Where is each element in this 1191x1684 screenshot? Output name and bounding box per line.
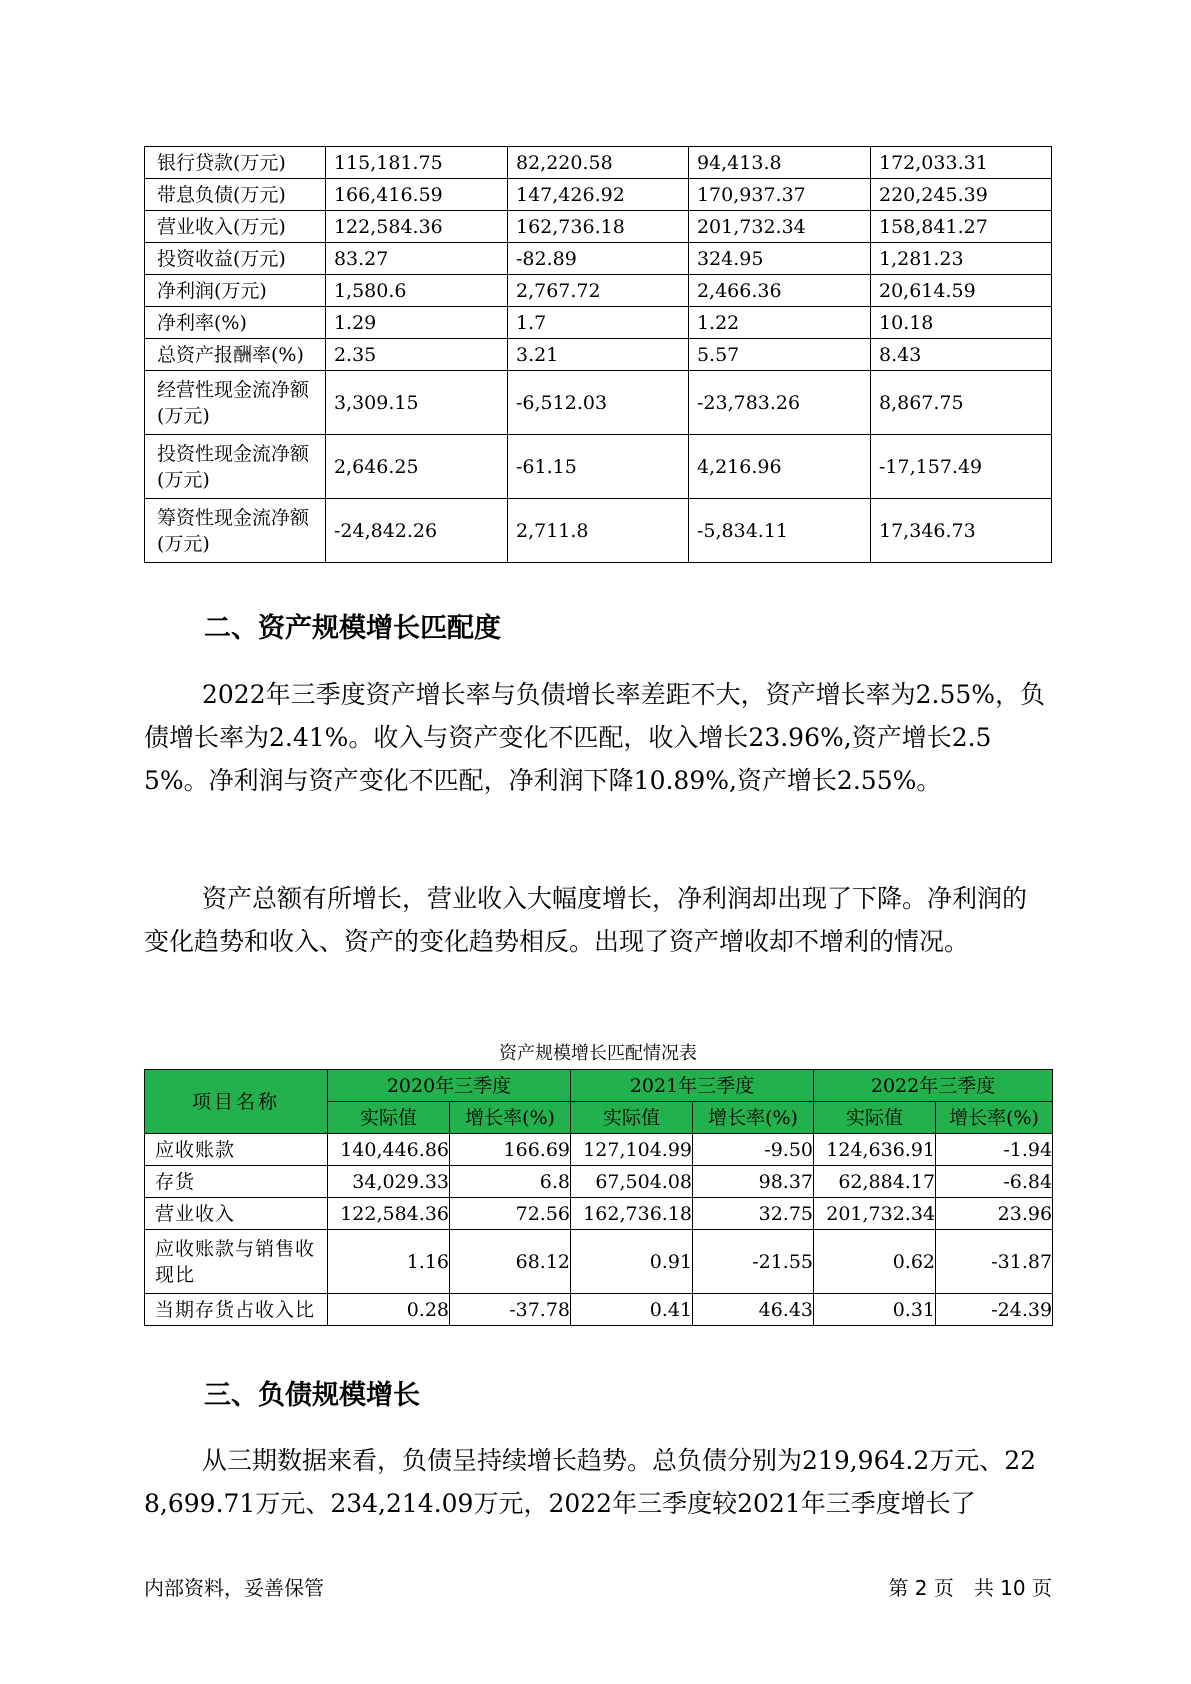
footer-confidential-note: 内部资料，妥善保管 — [144, 1576, 324, 1600]
table-cell: 17,346.73 — [871, 499, 1052, 563]
table-cell: -61.15 — [508, 435, 689, 499]
table-cell: 0.28 — [328, 1294, 450, 1326]
table-cell: 201,732.34 — [814, 1198, 936, 1230]
actual-value-header: 实际值 — [328, 1102, 450, 1134]
table-cell: 3,309.15 — [325, 371, 507, 435]
growth-rate-header: 增长率(%) — [936, 1102, 1053, 1134]
asset-growth-paragraph-1: 2022年三季度资产增长率与负债增长率差距不大，资产增长率为2.55%，负债增长率为2.41%。收入与资产变化不匹配，收入增长23.96%,资产增长2.55%。净利润与资产变化不匹配，净利润下降10.89%,资产增长2.55%。 — [144, 680, 1046, 795]
table-cell: 32.75 — [693, 1198, 814, 1230]
growth-rate-header: 增长率(%) — [450, 1102, 571, 1134]
table-row — [145, 1230, 1053, 1294]
table-cell: 2.35 — [325, 339, 507, 371]
table-cell: 10.18 — [871, 307, 1052, 339]
table-cell: 1.22 — [688, 307, 870, 339]
table-cell: 166.69 — [450, 1134, 571, 1166]
table-cell: -21.55 — [693, 1230, 814, 1294]
row-label: 当期存货占收入比 — [145, 1294, 328, 1326]
table-cell: 20,614.59 — [871, 275, 1052, 307]
table-cell: 172,033.31 — [871, 147, 1052, 179]
table-cell: 140,446.86 — [328, 1134, 450, 1166]
row-label: 筹资性现金流净额(万元) — [145, 499, 326, 563]
table-cell: 115,181.75 — [325, 147, 507, 179]
table-row — [145, 147, 1052, 179]
table-cell: 46.43 — [693, 1294, 814, 1326]
table-row — [145, 243, 1052, 275]
table-cell: 3.21 — [508, 339, 689, 371]
table-cell: 34,029.33 — [328, 1166, 450, 1198]
table-cell: 67,504.08 — [571, 1166, 693, 1198]
row-label: 净利率(%) — [145, 307, 326, 339]
section-heading-liability-growth: 三、负债规模增长 — [204, 1380, 420, 1411]
table-cell: 4,216.96 — [688, 435, 870, 499]
table-cell: 0.41 — [571, 1294, 693, 1326]
row-label: 营业收入(万元) — [145, 211, 326, 243]
table-cell: 23.96 — [936, 1198, 1053, 1230]
table-header-row — [145, 1070, 1053, 1102]
actual-value-header: 实际值 — [571, 1102, 693, 1134]
table-cell: 2,711.8 — [508, 499, 689, 563]
row-label: 投资收益(万元) — [145, 243, 326, 275]
table-cell: 122,584.36 — [325, 211, 507, 243]
row-label: 投资性现金流净额(万元) — [145, 435, 326, 499]
item-name-header: 项目名称 — [145, 1070, 328, 1134]
table-cell: 2,646.25 — [325, 435, 507, 499]
table-cell: 1.16 — [328, 1230, 450, 1294]
section-heading-asset-growth: 二、资产规模增长匹配度 — [204, 613, 501, 644]
table-cell: 166,416.59 — [325, 179, 507, 211]
table-cell: 162,736.18 — [571, 1198, 693, 1230]
table-cell: 127,104.99 — [571, 1134, 693, 1166]
table-row — [145, 499, 1052, 563]
table-row — [145, 179, 1052, 211]
table-cell: -23,783.26 — [688, 371, 870, 435]
period-header: 2020年三季度 — [328, 1070, 571, 1102]
table-row — [145, 1294, 1053, 1326]
table-cell: 0.62 — [814, 1230, 936, 1294]
table-cell: 122,584.36 — [328, 1198, 450, 1230]
table-row — [145, 435, 1052, 499]
row-label: 营业收入 — [145, 1198, 328, 1230]
row-label: 存货 — [145, 1166, 328, 1198]
table-cell: 124,636.91 — [814, 1134, 936, 1166]
table-cell: 220,245.39 — [871, 179, 1052, 211]
liability-growth-paragraph: 从三期数据来看，负债呈持续增长趋势。总负债分别为219,964.2万元、228,699.71万元、234,214.09万元，2022年三季度较2021年三季度增长了 — [144, 1446, 1037, 1518]
row-label: 净利润(万元) — [145, 275, 326, 307]
table-row — [145, 307, 1052, 339]
table-cell: -6.84 — [936, 1166, 1053, 1198]
table-cell: 2,767.72 — [508, 275, 689, 307]
table-cell: -82.89 — [508, 243, 689, 275]
financial-indicators-table — [144, 146, 1052, 563]
table-cell: 147,426.92 — [508, 179, 689, 211]
table-cell: 324.95 — [688, 243, 870, 275]
table-row — [145, 1166, 1053, 1198]
asset-growth-paragraph-2: 资产总额有所增长，营业收入大幅度增长，净利润却出现了下降。净利润的变化趋势和收入、资产的变化趋势相反。出现了资产增收却不增利的情况。 — [144, 884, 1028, 956]
table-cell: -24.39 — [936, 1294, 1053, 1326]
asset-growth-match-table — [144, 1069, 1053, 1326]
table-cell: 98.37 — [693, 1166, 814, 1198]
table-cell: 1.29 — [325, 307, 507, 339]
table-row — [145, 371, 1052, 435]
table-cell: -6,512.03 — [508, 371, 689, 435]
table-cell: 82,220.58 — [508, 147, 689, 179]
row-label: 银行贷款(万元) — [145, 147, 326, 179]
table-cell: 83.27 — [325, 243, 507, 275]
table-cell: 2,466.36 — [688, 275, 870, 307]
table-cell: 72.56 — [450, 1198, 571, 1230]
actual-value-header: 实际值 — [814, 1102, 936, 1134]
table-cell: -9.50 — [693, 1134, 814, 1166]
period-header: 2022年三季度 — [814, 1070, 1053, 1102]
table-cell: 0.31 — [814, 1294, 936, 1326]
period-header: 2021年三季度 — [571, 1070, 814, 1102]
table-cell: 68.12 — [450, 1230, 571, 1294]
footer-page-number: 第 2 页 共 10 页 — [888, 1576, 1052, 1600]
table-row — [145, 1134, 1053, 1166]
table-cell: -1.94 — [936, 1134, 1053, 1166]
table-cell: 8.43 — [871, 339, 1052, 371]
table-cell: 1,281.23 — [871, 243, 1052, 275]
row-label: 经营性现金流净额(万元) — [145, 371, 326, 435]
table-cell: 0.91 — [571, 1230, 693, 1294]
table-cell: -37.78 — [450, 1294, 571, 1326]
table-cell: -31.87 — [936, 1230, 1053, 1294]
table-cell: -17,157.49 — [871, 435, 1052, 499]
growth-rate-header: 增长率(%) — [693, 1102, 814, 1134]
row-label: 总资产报酬率(%) — [145, 339, 326, 371]
table-cell: 62,884.17 — [814, 1166, 936, 1198]
table-cell: 94,413.8 — [688, 147, 870, 179]
table-cell: -24,842.26 — [325, 499, 507, 563]
table-cell: 5.57 — [688, 339, 870, 371]
table-cell: 1.7 — [508, 307, 689, 339]
table-row — [145, 275, 1052, 307]
table-cell: 158,841.27 — [871, 211, 1052, 243]
table-row — [145, 211, 1052, 243]
table-cell: 170,937.37 — [688, 179, 870, 211]
table-row — [145, 339, 1052, 371]
table-cell: 201,732.34 — [688, 211, 870, 243]
row-label: 应收账款 — [145, 1134, 328, 1166]
table-cell: 8,867.75 — [871, 371, 1052, 435]
table-cell: 162,736.18 — [508, 211, 689, 243]
table-cell: 1,580.6 — [325, 275, 507, 307]
table-caption: 资产规模增长匹配情况表 — [499, 1043, 697, 1064]
table-cell: 6.8 — [450, 1166, 571, 1198]
table-cell: -5,834.11 — [688, 499, 870, 563]
row-label: 带息负债(万元) — [145, 179, 326, 211]
row-label: 应收账款与销售收现比 — [145, 1230, 328, 1294]
table-row — [145, 1198, 1053, 1230]
